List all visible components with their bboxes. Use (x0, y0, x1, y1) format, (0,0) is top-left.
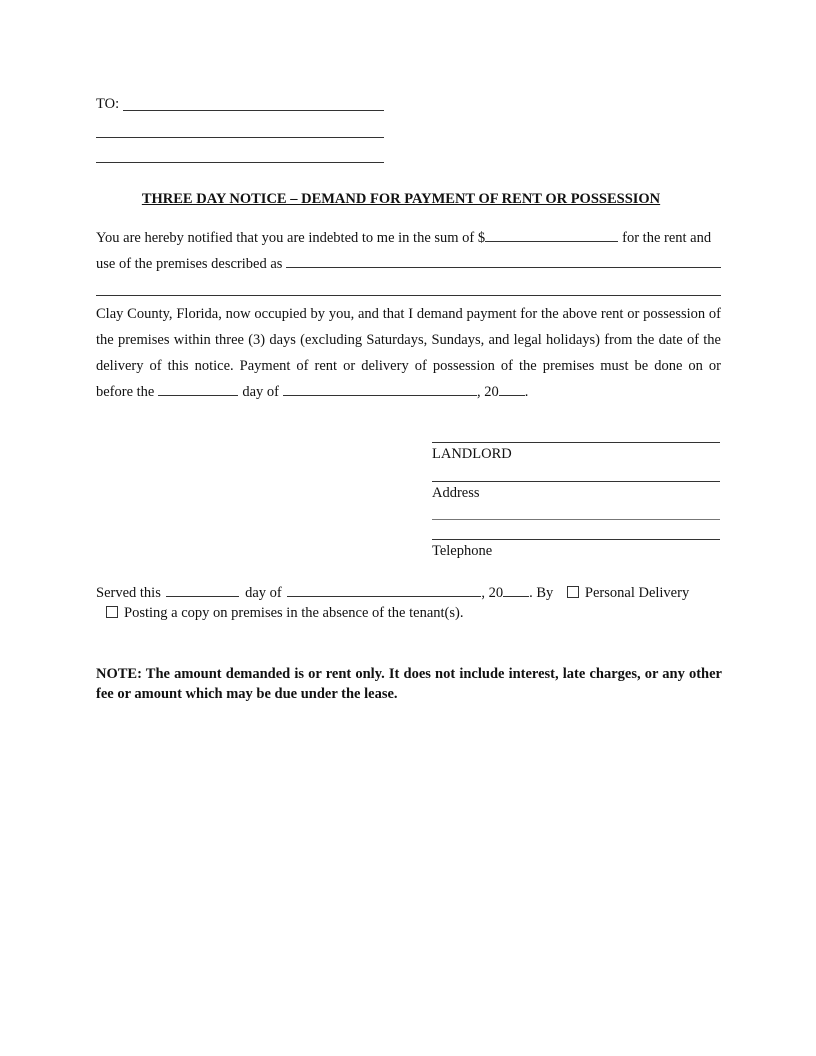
personal-delivery-label: Personal Delivery (584, 585, 690, 601)
telephone-label: Telephone (432, 543, 493, 559)
deadline-day-field[interactable] (158, 382, 238, 396)
served-year-prefix: , 20 (481, 585, 504, 601)
served-by-text: . By (529, 585, 554, 601)
day-of-text: day of (242, 384, 280, 400)
note-text: NOTE: The amount demanded is or rent only. It does not include interest, late charges, or any other fee or amount which may be due under the lease. (96, 666, 722, 702)
premises-text: use of the premises described as (96, 256, 283, 272)
premises-field[interactable] (286, 254, 721, 268)
deadline-year-field[interactable] (499, 382, 525, 396)
to-label: TO: (96, 96, 120, 112)
served-line (96, 583, 689, 602)
served-month-field[interactable] (287, 583, 481, 597)
telephone-line[interactable] (432, 539, 720, 540)
served-text: Served this (96, 585, 161, 601)
amount-text: You are hereby notified that you are indebted to me in the sum of $ (96, 230, 486, 246)
rent-text: for the rent and (622, 230, 712, 246)
period-text: . (524, 384, 529, 400)
demand-text: Clay County, Florida, now occupied by you, and that I demand payment for the above rent or possession of the premises within three (3) days (excluding Saturdays, Sundays, and legal holidays) from the date of the delivery of this notice. Payment of rent or delivery of possession of the premises must be done on or (96, 306, 721, 374)
landlord-label: LANDLORD (432, 446, 512, 462)
year-prefix-text: , 20 (477, 384, 499, 400)
landlord-signature-line[interactable] (432, 442, 720, 443)
address-line[interactable] (432, 481, 720, 482)
to-address-line-1[interactable] (96, 137, 384, 138)
served-day-field[interactable] (166, 583, 239, 597)
served-year-field[interactable] (503, 583, 529, 597)
posting-line (102, 605, 463, 622)
address-label: Address (432, 485, 480, 501)
personal-delivery-checkbox[interactable] (567, 586, 579, 598)
amount-paragraph (96, 225, 721, 277)
before-text: before the (96, 384, 155, 400)
address-line-2[interactable] (432, 519, 720, 520)
demand-paragraph (96, 301, 721, 405)
to-address-line-2[interactable] (96, 162, 384, 163)
posting-label: Posting a copy on premises in the absence of the tenant(s). (124, 605, 464, 621)
notice-title: THREE DAY NOTICE – DEMAND FOR PAYMENT OF RENT OR POSSESSION (141, 191, 661, 207)
posting-checkbox[interactable] (106, 606, 118, 618)
deadline-month-field[interactable] (283, 382, 477, 396)
served-day-of-text: day of (245, 585, 282, 601)
to-name-line[interactable] (123, 110, 384, 111)
premises-field-line-2[interactable] (96, 295, 721, 296)
amount-field[interactable] (485, 228, 618, 242)
